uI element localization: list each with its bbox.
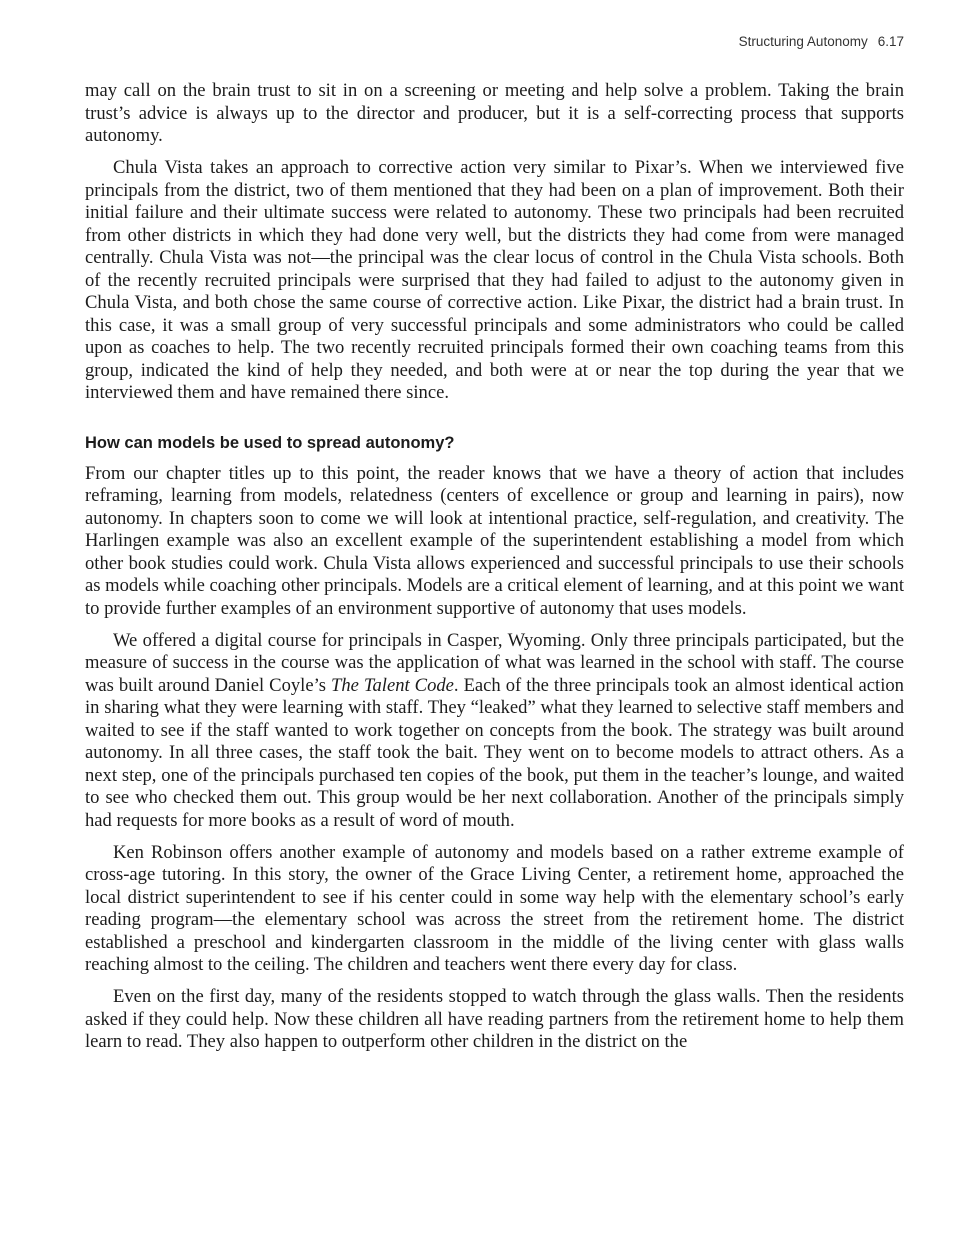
casper-text-before: We offered a digital course for principals in Casper, Wyoming. Only three principals participated, but the measure of success in the course was the application of what was learned in the school with staff. The course was built around Daniel Coyle’s [85,629,904,696]
paragraph-ken-robinson: Ken Robinson offers another example of autonomy and models based on a rather extreme example of cross-age tutoring. In this story, the owner of the Grace Living Center, a retirement home, approached the local district superintendent to see if his center could in some way help with the elementary school’s early reading program—the elementary school was across the street from the retirement home. The district established a preschool and kindergarten classroom in the middle of the living center with glass walls reaching almost to the ceiling. The children and teachers went there every day for class. [85,841,904,975]
paragraph-casper [85,630,904,833]
paragraph-chula-vista: Chula Vista takes an approach to corrective action very similar to Pixar’s. When we interviewed five principals from the district, two of them mentioned that they had been on a plan of improvement. Both their initial failure and their ultimate success were related to autonomy. These two principals had been recruited from other districts in which they had done very well, but the districts they had come from were managed centrally. Chula Vista was not—the principal was the clear locus of control in the Chula Vista schools. Both of the recently recruited principals were surprised that they had failed to adjust to the autonomy given in Chula Vista, and both chose the same course of corrective action. Like Pixar, the district had a brain trust. In this case, it was a small group of very successful principals and some administrators who could be called upon as coaches to help. The two recently recruited principals formed their own coaching teams from this group, indicated the kind of help they needed, and both were at or near the top during the year that we interviewed them and have remained there since. [85,157,904,403]
book-title: The Talent Code [330,674,454,696]
page-number: 6.17 [877,34,904,49]
running-head [739,34,904,49]
paragraph-models: From our chapter titles up to this point, the reader knows that we have a theory of action that includes reframing, learning from models, relatedness (centers of excellence or group and learning in pairs), now autonomy. In chapters soon to come we will look at intentional practice, self-regulation, and creativity. The Harlingen example was also an excellent example of the superintendent establishing a model from which other book studies could work. Chula Vista allows experienced and successful principals to use their schools as models while coaching other principals. Models are a critical element of learning, and at this point we want to provide further examples of an environment supportive of autonomy that uses models. [85,462,904,619]
paragraph-continuation: may call on the brain trust to sit in on a screening or meeting and help solve a problem. Taking the brain trust’s advice is always up to the director and producer, but it is a self-correcting process that supports autonomy. [85,80,904,146]
casper-text-after: . Each of the three principals took an almost identical action in sharing what they were learning with staff. They “leaked” what they learned to selective staff members and waited to see if the staff wanted to work together on concepts from the book. The strategy was built around autonomy. In all three cases, the staff took the bait. They went on to become models to attract others. As a next step, one of the principals purchased ten copies of the book, put them in the teacher’s lounge, and waited to see who checked them out. This group would be her next collaboration. Another of the principals simply had requests for more books as a result of word of mouth. [85,674,904,831]
chapter-title: Structuring Autonomy [738,34,868,49]
section-heading: How can models be used to spread autonomy? [85,433,455,452]
body-text [85,80,904,1063]
paragraph-residents: Even on the first day, many of the residents stopped to watch through the glass walls. Then the residents asked if they could help. Now these children all have reading partners from the retirement home to help them learn to read. They also happen to outperform other children in the district on the [85,986,904,1052]
